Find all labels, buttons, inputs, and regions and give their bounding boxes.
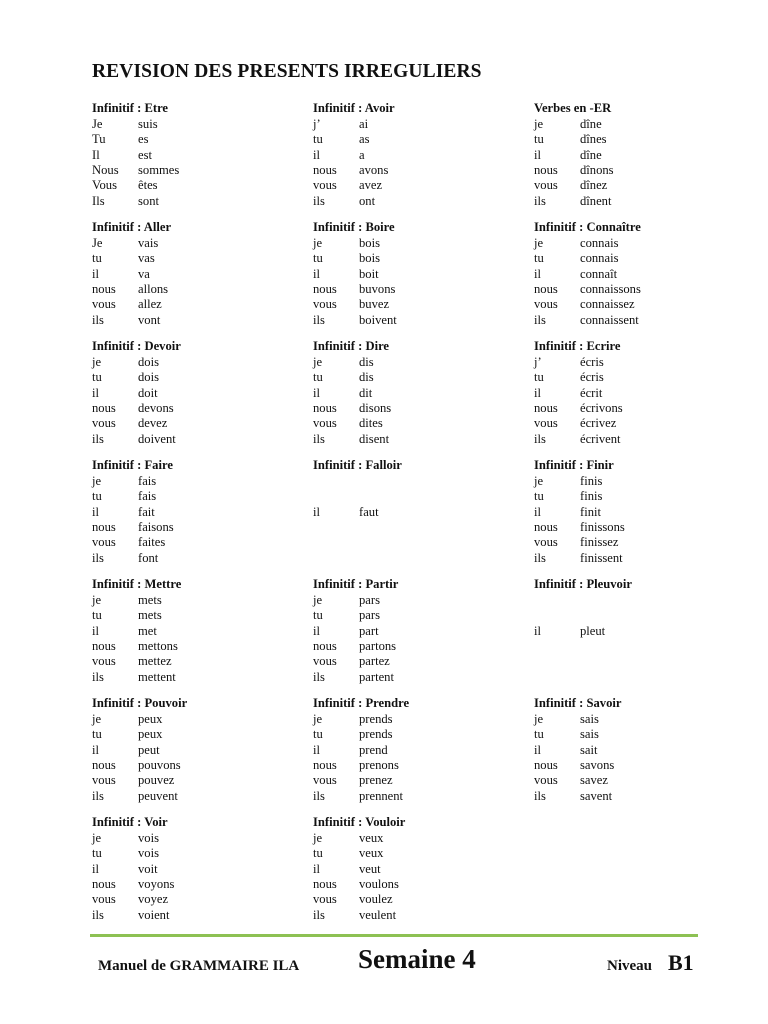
pronoun: tu	[92, 251, 102, 266]
pronoun: tu	[534, 727, 544, 742]
verb-form: allons	[138, 281, 169, 296]
verb-block-title: Infinitif : Prendre	[313, 696, 410, 710]
pronoun: je	[313, 236, 323, 250]
verb-form: veut	[359, 861, 381, 876]
verb-form: prends	[359, 712, 393, 726]
pronoun: vous	[92, 773, 116, 788]
verb-block-title: Infinitif : Ecrire	[534, 339, 621, 353]
pronoun: nous	[534, 757, 558, 772]
pronoun: Il	[92, 147, 100, 162]
pronoun: tu	[313, 608, 323, 623]
verb-form: avez	[359, 178, 383, 193]
verb-form: veulent	[359, 907, 397, 922]
verb-form: êtes	[138, 178, 158, 193]
pronoun: vous	[534, 535, 558, 550]
verb-form: va	[138, 266, 150, 281]
verb-form: faisons	[138, 519, 174, 534]
verb-form: ont	[359, 193, 376, 208]
verb-form: dis	[359, 355, 374, 369]
verb-form: sommes	[138, 162, 180, 177]
pronoun: vous	[534, 416, 558, 431]
verb-form: prenons	[359, 757, 399, 772]
verb-form: dînent	[580, 193, 612, 208]
verb-form: connais	[580, 251, 619, 266]
verb-block	[92, 814, 302, 922]
pronoun: vous	[92, 535, 116, 550]
verb-form: voit	[138, 861, 158, 876]
pronoun: vous	[534, 297, 558, 312]
verb-form: pouvez	[138, 773, 175, 788]
pronoun: vous	[313, 297, 337, 312]
verb-form: boit	[359, 266, 379, 281]
verb-form: fais	[138, 474, 157, 488]
pronoun: nous	[534, 519, 558, 534]
pronoun: nous	[92, 281, 116, 296]
verb-form: prenez	[359, 773, 393, 788]
verb-form: est	[138, 147, 152, 162]
verb-form: connaissez	[580, 297, 635, 312]
verb-form: prend	[359, 742, 388, 757]
pronoun: vous	[92, 892, 116, 907]
verb-block-title: Infinitif : Dire	[313, 339, 390, 353]
pronoun: vous	[92, 654, 116, 669]
verb-form: dit	[359, 385, 373, 400]
footer-divider	[90, 934, 698, 937]
pronoun: il	[534, 385, 541, 400]
verb-form: boivent	[359, 312, 397, 327]
verb-block	[313, 576, 523, 684]
pronoun: il	[313, 623, 320, 638]
verb-form: savez	[580, 773, 608, 788]
verb-form: met	[138, 623, 157, 638]
verb-form: fait	[138, 504, 155, 519]
pronoun: ils	[92, 907, 104, 922]
pronoun: je	[313, 593, 323, 607]
verb-form: savons	[580, 757, 615, 772]
verb-form: vois	[138, 831, 159, 845]
verb-form: mets	[138, 608, 162, 623]
verb-block	[313, 457, 523, 519]
verb-form: écris	[580, 355, 604, 369]
verb-block	[534, 576, 744, 638]
verb-form: a	[359, 147, 365, 162]
pronoun: ils	[534, 550, 546, 565]
verb-form: dois	[138, 355, 159, 369]
pronoun: tu	[313, 370, 323, 385]
verb-block-title: Infinitif : Avoir	[313, 101, 395, 115]
verb-form: connais	[580, 236, 619, 250]
verb-form: connaissons	[580, 281, 641, 296]
verb-form: voulons	[359, 876, 399, 891]
verb-block	[534, 695, 744, 803]
pronoun: il	[534, 623, 541, 638]
verb-form: écrit	[580, 385, 603, 400]
verb-form: fais	[138, 489, 157, 504]
pronoun: j’	[313, 117, 321, 131]
pronoun: tu	[92, 489, 102, 504]
pronoun: je	[313, 831, 323, 845]
pronoun: nous	[313, 876, 337, 891]
verb-form: doivent	[138, 431, 176, 446]
verb-block-title: Infinitif : Connaître	[534, 220, 641, 234]
pronoun: nous	[534, 162, 558, 177]
pronoun: je	[92, 355, 102, 369]
verb-form: voyez	[138, 892, 169, 907]
pronoun: ils	[92, 431, 104, 446]
pronoun: il	[313, 147, 320, 162]
verb-block	[313, 695, 523, 803]
verb-form: finissent	[580, 550, 623, 565]
verb-form: dîne	[580, 147, 602, 162]
verb-form: partez	[359, 654, 390, 669]
verb-form: es	[138, 132, 149, 147]
pronoun: nous	[92, 757, 116, 772]
verb-block	[313, 100, 523, 208]
pronoun: Vous	[92, 178, 117, 193]
footer-manual-name: Manuel de GRAMMAIRE ILA	[98, 958, 300, 974]
verb-form: partons	[359, 638, 397, 653]
pronoun: nous	[313, 757, 337, 772]
pronoun: nous	[92, 638, 116, 653]
verb-block	[313, 814, 523, 922]
verb-block-title: Infinitif : Finir	[534, 458, 614, 472]
pronoun: ils	[92, 669, 104, 684]
pronoun: nous	[534, 281, 558, 296]
pronoun: il	[313, 385, 320, 400]
verb-block-title: Infinitif : Falloir	[313, 458, 402, 472]
verb-block	[92, 219, 302, 327]
pronoun: ils	[313, 788, 325, 803]
verb-form: finis	[580, 474, 603, 488]
pronoun: Ils	[92, 193, 105, 208]
verb-form: veux	[359, 831, 384, 845]
verb-form: vas	[138, 251, 155, 266]
pronoun: ils	[92, 550, 104, 565]
verb-block	[92, 338, 302, 446]
verb-form: dois	[138, 370, 159, 385]
pronoun: tu	[313, 846, 323, 861]
verb-form: peuvent	[138, 788, 178, 803]
pronoun: ils	[313, 431, 325, 446]
verb-form: dîne	[580, 117, 602, 131]
page-title: REVISION DES PRESENTS IRREGULIERS	[92, 61, 482, 82]
pronoun: je	[92, 831, 102, 845]
pronoun: vous	[313, 892, 337, 907]
pronoun: je	[92, 593, 102, 607]
verb-block	[534, 100, 744, 208]
pronoun: Tu	[92, 132, 106, 147]
verb-form: sais	[580, 727, 599, 742]
verb-form: pleut	[580, 623, 606, 638]
pronoun: ils	[313, 312, 325, 327]
verb-form: avons	[359, 162, 389, 177]
verb-form: prennent	[359, 788, 404, 803]
pronoun: je	[313, 355, 323, 369]
verb-form: écrivent	[580, 431, 621, 446]
verb-block-title: Infinitif : Boire	[313, 220, 395, 234]
verb-block	[92, 576, 302, 684]
verb-form: voyons	[138, 876, 175, 891]
pronoun: ils	[534, 431, 546, 446]
verb-form: sont	[138, 193, 159, 208]
verb-block-title: Infinitif : Pouvoir	[92, 696, 188, 710]
pronoun: vous	[534, 178, 558, 193]
pronoun: nous	[92, 876, 116, 891]
verb-form: disent	[359, 431, 390, 446]
pronoun: il	[534, 742, 541, 757]
verb-form: allez	[138, 297, 162, 312]
verb-form: vois	[138, 846, 159, 861]
pronoun: Je	[92, 117, 103, 131]
pronoun: vous	[92, 416, 116, 431]
verb-form: peux	[138, 727, 163, 742]
pronoun: il	[534, 504, 541, 519]
verb-block-title: Infinitif : Voir	[92, 815, 168, 829]
verb-form: disons	[359, 400, 392, 415]
verb-form: finissez	[580, 535, 619, 550]
verb-form: dites	[359, 416, 383, 431]
verb-form: devez	[138, 416, 168, 431]
verb-block-title: Infinitif : Pleuvoir	[534, 577, 632, 591]
verb-form: dînons	[580, 162, 614, 177]
verb-form: doit	[138, 385, 158, 400]
verb-block	[534, 457, 744, 565]
pronoun: ils	[534, 312, 546, 327]
pronoun: il	[534, 266, 541, 281]
verb-form: suis	[138, 117, 158, 131]
verb-form: voulez	[359, 892, 393, 907]
verb-form: prends	[359, 727, 393, 742]
pronoun: j’	[534, 355, 542, 369]
verb-block-title: Infinitif : Etre	[92, 101, 169, 115]
pronoun: nous	[313, 281, 337, 296]
pronoun: ils	[534, 788, 546, 803]
verb-form: vais	[138, 236, 159, 250]
pronoun: il	[92, 742, 99, 757]
pronoun: tu	[92, 608, 102, 623]
pronoun: je	[92, 712, 102, 726]
verb-form: as	[359, 132, 370, 147]
pronoun: nous	[92, 519, 116, 534]
verb-block-title: Infinitif : Aller	[92, 220, 172, 234]
pronoun: il	[92, 861, 99, 876]
verb-form: ai	[359, 117, 369, 131]
verb-form: bois	[359, 236, 380, 250]
verb-form: part	[359, 623, 379, 638]
pronoun: nous	[313, 638, 337, 653]
pronoun: tu	[92, 370, 102, 385]
verb-form: finis	[580, 489, 603, 504]
pronoun: ils	[313, 669, 325, 684]
verb-block	[92, 695, 302, 803]
pronoun: je	[534, 117, 544, 131]
pronoun: il	[92, 623, 99, 638]
pronoun: tu	[313, 251, 323, 266]
pronoun: tu	[534, 251, 544, 266]
verb-form: pars	[359, 608, 380, 623]
pronoun: il	[313, 504, 320, 519]
verb-form: peut	[138, 742, 160, 757]
pronoun: je	[534, 474, 544, 488]
footer-week: Semaine 4	[358, 944, 476, 974]
pronoun: vous	[92, 297, 116, 312]
pronoun: il	[313, 742, 320, 757]
verb-form: buvez	[359, 297, 390, 312]
verb-form: font	[138, 550, 159, 565]
verb-form: dînes	[580, 132, 607, 147]
verb-form: finit	[580, 504, 601, 519]
verb-block	[534, 338, 744, 446]
verb-form: bois	[359, 251, 380, 266]
pronoun: tu	[92, 846, 102, 861]
pronoun: Nous	[92, 162, 119, 177]
verb-form: faut	[359, 504, 379, 519]
pronoun: nous	[92, 400, 116, 415]
footer-level-value: B1	[668, 950, 694, 975]
pronoun: il	[92, 266, 99, 281]
verb-form: connaissent	[580, 312, 639, 327]
pronoun: tu	[534, 370, 544, 385]
verb-form: devons	[138, 400, 174, 415]
verb-block	[534, 219, 744, 327]
verb-form: écrivez	[580, 416, 617, 431]
verb-form: savent	[580, 788, 613, 803]
pronoun: vous	[534, 773, 558, 788]
pronoun: ils	[92, 788, 104, 803]
verb-form: finissons	[580, 519, 625, 534]
pronoun: tu	[313, 132, 323, 147]
pronoun: je	[313, 712, 323, 726]
pronoun: il	[92, 504, 99, 519]
verb-form: écrivons	[580, 400, 623, 415]
pronoun: vous	[313, 654, 337, 669]
verb-block-title: Infinitif : Mettre	[92, 577, 182, 591]
pronoun: il	[534, 147, 541, 162]
verb-form: peux	[138, 712, 163, 726]
pronoun: tu	[92, 727, 102, 742]
pronoun: il	[313, 266, 320, 281]
pronoun: nous	[313, 162, 337, 177]
verb-block-title: Infinitif : Partir	[313, 577, 399, 591]
verb-form: faites	[138, 535, 166, 550]
pronoun: ils	[534, 193, 546, 208]
pronoun: tu	[534, 132, 544, 147]
pronoun: je	[92, 474, 102, 488]
pronoun: vous	[313, 178, 337, 193]
pronoun: tu	[313, 727, 323, 742]
pronoun: vous	[313, 773, 337, 788]
verb-block	[92, 100, 302, 208]
pronoun: vous	[313, 416, 337, 431]
verb-block-title: Infinitif : Devoir	[92, 339, 181, 353]
verb-form: mettent	[138, 669, 176, 684]
verb-form: mettons	[138, 638, 178, 653]
pronoun: nous	[534, 400, 558, 415]
verb-form: partent	[359, 669, 394, 684]
pronoun: Je	[92, 236, 103, 250]
pronoun: il	[92, 385, 99, 400]
verb-block-title: Infinitif : Savoir	[534, 696, 622, 710]
verb-block	[313, 219, 523, 327]
pronoun: je	[534, 712, 544, 726]
pronoun: nous	[313, 400, 337, 415]
verb-form: connaît	[580, 266, 618, 281]
verb-form: veux	[359, 846, 384, 861]
pronoun: ils	[92, 312, 104, 327]
verb-form: sait	[580, 742, 598, 757]
verb-block-title: Verbes en -ER	[534, 101, 612, 115]
verb-form: pouvons	[138, 757, 181, 772]
verb-form: mettez	[138, 654, 172, 669]
pronoun: ils	[313, 193, 325, 208]
verb-form: dînez	[580, 178, 608, 193]
pronoun: il	[313, 861, 320, 876]
verb-block-title: Infinitif : Faire	[92, 458, 173, 472]
verb-form: voient	[138, 907, 170, 922]
verb-form: vont	[138, 312, 161, 327]
verb-block	[313, 338, 523, 446]
verb-form: buvons	[359, 281, 396, 296]
verb-form: pars	[359, 593, 380, 607]
verb-form: sais	[580, 712, 599, 726]
verb-form: dis	[359, 370, 374, 385]
pronoun: ils	[313, 907, 325, 922]
footer-level-label: Niveau	[607, 958, 652, 974]
pronoun: je	[534, 236, 544, 250]
verb-block	[92, 457, 302, 565]
pronoun: tu	[534, 489, 544, 504]
verb-form: écris	[580, 370, 604, 385]
verb-block-title: Infinitif : Vouloir	[313, 815, 406, 829]
verb-form: mets	[138, 593, 162, 607]
